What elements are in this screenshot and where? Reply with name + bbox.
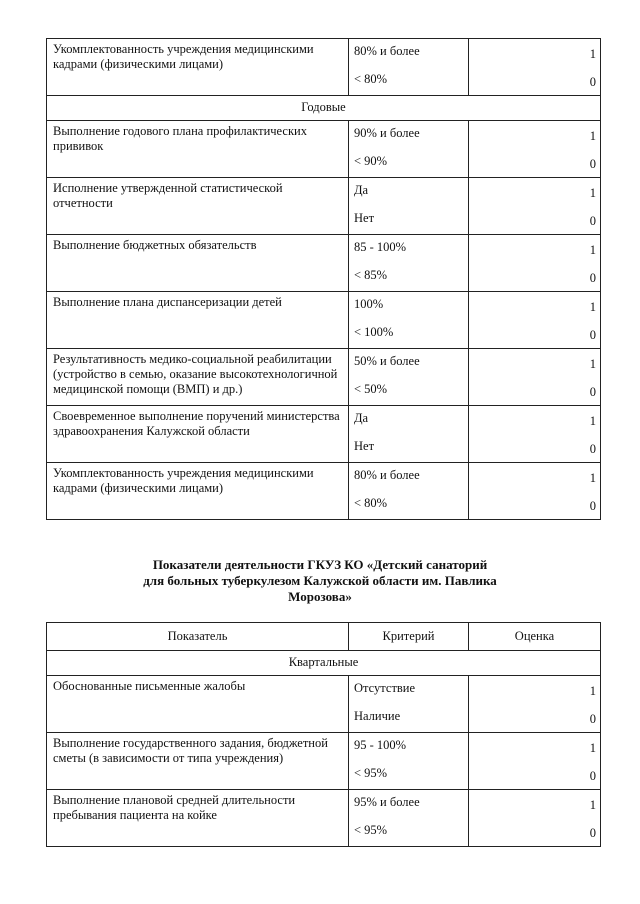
table-row <box>47 349 601 406</box>
indicators-table-top <box>46 38 601 520</box>
table-row <box>47 790 601 847</box>
section-row <box>47 651 601 676</box>
score-cell <box>469 121 601 178</box>
criterion-value: 85 - 100% <box>354 240 407 254</box>
indicator-cell: Исполнение утвержденной статистической отчетности <box>47 178 349 235</box>
criterion-value: 95% и более <box>354 795 420 809</box>
criterion-value: < 80% <box>354 72 388 86</box>
criterion-cell <box>349 292 469 349</box>
header-indicator: Показатель <box>47 623 349 651</box>
table-row <box>47 235 601 292</box>
criterion-value: < 100% <box>354 325 394 339</box>
section-heading-line-2: для больных туберкулезом Калужской области им. Павлика <box>143 573 497 588</box>
score-cell <box>469 39 601 96</box>
criterion-cell <box>349 235 469 292</box>
indicator-cell: Выполнение бюджетных обязательств <box>47 235 349 292</box>
score-value: 0 <box>589 712 596 726</box>
criterion-value: Отсутствие <box>354 681 416 695</box>
criterion-value: < 90% <box>354 154 388 168</box>
indicators-table-bottom <box>46 622 601 847</box>
score-value: 1 <box>589 798 596 812</box>
indicator-cell: Выполнение государственного задания, бюджетной сметы (в зависимости от типа учреждения) <box>47 733 349 790</box>
score-value: 1 <box>589 243 596 257</box>
score-cell <box>469 463 601 520</box>
criterion-value: < 95% <box>354 766 388 780</box>
score-value: 0 <box>589 385 596 399</box>
table-row <box>47 676 601 733</box>
score-value: 0 <box>589 328 596 342</box>
score-cell <box>469 676 601 733</box>
score-cell <box>469 406 601 463</box>
table-row <box>47 733 601 790</box>
criterion-value: 100% <box>354 297 384 311</box>
indicator-cell: Выполнение плановой средней длительности пребывания пациента на койке <box>47 790 349 847</box>
criterion-value: 90% и более <box>354 126 420 140</box>
score-value: 1 <box>589 47 596 61</box>
criterion-cell <box>349 349 469 406</box>
indicator-cell: Своевременное выполнение поручений министерства здравоохранения Калужской области <box>47 406 349 463</box>
score-value: 1 <box>589 129 596 143</box>
score-value: 0 <box>589 442 596 456</box>
criterion-value: Да <box>354 411 369 425</box>
score-value: 1 <box>589 300 596 314</box>
criterion-cell <box>349 463 469 520</box>
score-value: 0 <box>589 826 596 840</box>
section-row <box>47 96 601 121</box>
indicator-cell: Обоснованные письменные жалобы <box>47 676 349 733</box>
section-heading-line-1: Показатели деятельности ГКУЗ КО «Детский санаторий <box>152 557 488 572</box>
score-value: 0 <box>589 499 596 513</box>
table-row <box>47 121 601 178</box>
header-criterion: Критерий <box>349 623 469 651</box>
score-cell <box>469 733 601 790</box>
indicator-cell: Выполнение годового плана профилактических прививок <box>47 121 349 178</box>
table-row <box>47 463 601 520</box>
table-header-row <box>47 623 601 651</box>
score-value: 1 <box>589 186 596 200</box>
indicators-table-top-body <box>47 39 601 520</box>
criterion-cell <box>349 178 469 235</box>
score-value: 0 <box>589 769 596 783</box>
criterion-value: < 85% <box>354 268 388 282</box>
header-score: Оценка <box>469 623 601 651</box>
score-cell <box>469 178 601 235</box>
section-title: Годовые <box>47 96 601 121</box>
criterion-value: 80% и более <box>354 468 420 482</box>
criterion-value: < 95% <box>354 823 388 837</box>
criterion-cell <box>349 790 469 847</box>
score-value: 0 <box>589 75 596 89</box>
criterion-value: Наличие <box>354 709 401 723</box>
indicators-table-bottom-body <box>47 623 601 847</box>
criterion-cell <box>349 121 469 178</box>
score-cell <box>469 349 601 406</box>
table-row <box>47 406 601 463</box>
criterion-cell <box>349 676 469 733</box>
criterion-value: 80% и более <box>354 44 420 58</box>
criterion-cell <box>349 39 469 96</box>
indicator-cell: Выполнение плана диспансеризации детей <box>47 292 349 349</box>
score-value: 0 <box>589 157 596 171</box>
score-value: 0 <box>589 271 596 285</box>
score-value: 1 <box>589 684 596 698</box>
score-cell <box>469 235 601 292</box>
section-title: Квартальные <box>47 651 601 676</box>
criterion-value: < 50% <box>354 382 388 396</box>
criterion-value: Нет <box>354 439 375 453</box>
table-row <box>47 39 601 96</box>
criterion-value: Нет <box>354 211 375 225</box>
criterion-value: 50% и более <box>354 354 420 368</box>
table-row <box>47 178 601 235</box>
criterion-cell <box>349 406 469 463</box>
criterion-value: < 80% <box>354 496 388 510</box>
criterion-value: 95 - 100% <box>354 738 407 752</box>
score-cell <box>469 292 601 349</box>
indicator-cell: Укомплектованность учреждения медицинскими кадрами (физическими лицами) <box>47 39 349 96</box>
criterion-cell <box>349 733 469 790</box>
section-heading <box>60 557 580 605</box>
score-value: 0 <box>589 214 596 228</box>
indicator-cell: Результативность медико-социальной реабилитации (устройство в семью, оказание высокотехнологичной медицинской помощи (ВМП) и др.) <box>47 349 349 406</box>
section-heading-line-3: Морозова» <box>288 589 352 604</box>
score-cell <box>469 790 601 847</box>
score-value: 1 <box>589 357 596 371</box>
score-value: 1 <box>589 414 596 428</box>
score-value: 1 <box>589 741 596 755</box>
criterion-value: Да <box>354 183 369 197</box>
indicator-cell: Укомплектованность учреждения медицинскими кадрами (физическими лицами) <box>47 463 349 520</box>
score-value: 1 <box>589 471 596 485</box>
table-row <box>47 292 601 349</box>
